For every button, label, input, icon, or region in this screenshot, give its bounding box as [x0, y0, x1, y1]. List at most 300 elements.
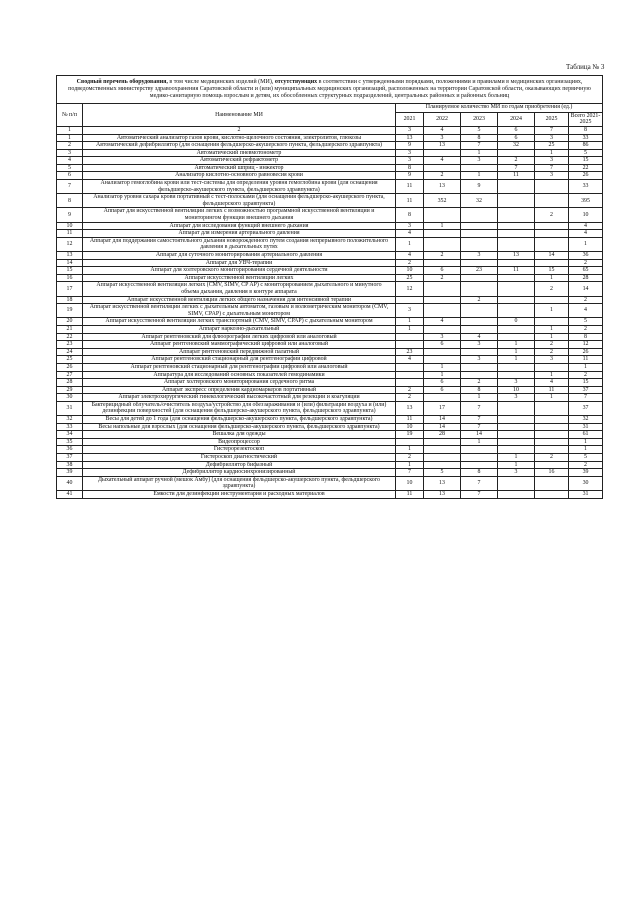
column-number: 4 [424, 126, 461, 134]
item-name: Аппарат для исследования функций внешнего дыхания [83, 222, 396, 230]
year-quantity [498, 363, 535, 371]
year-quantity: 7 [461, 401, 498, 415]
total-quantity: 37 [569, 401, 603, 415]
year-quantity: 0 [498, 318, 535, 326]
year-quantity [535, 461, 569, 469]
year-quantity: 2 [535, 282, 569, 296]
row-number: 39 [57, 469, 83, 477]
item-name: Аппарат искусственной вентиляции легких [83, 274, 396, 282]
table-row [57, 274, 603, 282]
total-quantity: 65 [569, 267, 603, 275]
header-planned: Планируемое количество МИ по годам приобретения (ед.) [396, 103, 603, 112]
row-number: 31 [57, 401, 83, 415]
year-quantity [424, 237, 461, 251]
item-name: Аппарат искусственной вентиляции легких общего назначения для интенсивной терапии [83, 296, 396, 304]
item-name: Аппарат рентгеновский передвижной палатный [83, 348, 396, 356]
table-row [57, 431, 603, 439]
year-quantity [461, 363, 498, 371]
table-row [57, 180, 603, 194]
year-quantity: 1 [396, 318, 424, 326]
year-quantity: 1 [461, 438, 498, 446]
table-row [57, 194, 603, 208]
header-year: 2021 [396, 112, 424, 126]
table-row [57, 208, 603, 222]
year-quantity: 1 [424, 222, 461, 230]
year-quantity [461, 318, 498, 326]
item-name: Аппарат для искусственной вентиляции легких с возможностью программной искусственной вентиляции и мониторингом функции внешнего дыхания [83, 208, 396, 222]
year-quantity: 6 [424, 341, 461, 349]
year-quantity [461, 304, 498, 318]
row-number: 35 [57, 438, 83, 446]
year-quantity: 10 [396, 267, 424, 275]
year-quantity [424, 259, 461, 267]
row-number: 30 [57, 394, 83, 402]
item-name: Гистероскоп диагностический [83, 454, 396, 462]
year-quantity: 8 [461, 134, 498, 142]
total-quantity: 4 [569, 230, 603, 238]
year-quantity [424, 296, 461, 304]
year-quantity: 7 [461, 142, 498, 150]
item-name: Аппарат для УВЧ-терапии [83, 259, 396, 267]
row-number: 33 [57, 423, 83, 431]
year-quantity: 13 [424, 491, 461, 499]
year-quantity: 2 [535, 348, 569, 356]
year-quantity: 1 [498, 356, 535, 364]
row-number: 26 [57, 363, 83, 371]
item-name: Аппарат искусственной вентиляции легких с дыхательным автоматом, газовым и волюметрическим монитором (CMV, SIMV, CPAP) с дыхательным монитором [83, 304, 396, 318]
year-quantity: 17 [424, 401, 461, 415]
table-row [57, 237, 603, 251]
table-row [57, 230, 603, 238]
item-name: Аппарат холтеровского мониторирования сердечного ритма [83, 379, 396, 387]
item-name: Гистерорезектоскоп [83, 446, 396, 454]
year-quantity: 1 [424, 371, 461, 379]
year-quantity: 11 [535, 386, 569, 394]
year-quantity [424, 304, 461, 318]
year-quantity [424, 438, 461, 446]
year-quantity: 1 [535, 333, 569, 341]
item-name: Аппарат рентгеновский маммографический цифровой или аналоговый [83, 341, 396, 349]
table-row [57, 469, 603, 477]
table-row [57, 318, 603, 326]
year-quantity [424, 164, 461, 172]
year-quantity: 7 [535, 164, 569, 172]
row-number: 13 [57, 252, 83, 260]
header-name: Наименование МИ [83, 103, 396, 126]
total-quantity: 10 [569, 208, 603, 222]
column-number: 6 [498, 126, 535, 134]
year-quantity: 14 [424, 416, 461, 424]
year-quantity: 12 [396, 282, 424, 296]
total-quantity: 15 [569, 379, 603, 387]
year-quantity [535, 431, 569, 439]
item-name: Вешалка для одежды [83, 431, 396, 439]
table-row [57, 461, 603, 469]
year-quantity: 1 [396, 446, 424, 454]
year-quantity: 8 [396, 208, 424, 222]
row-number: 38 [57, 461, 83, 469]
year-quantity: 11 [396, 180, 424, 194]
title-mid: в том числе медицинских изделий (МИ), [167, 79, 275, 85]
item-name: Бактерицидный облучатель/очиститель воздуха/устройство для обеззараживания и (или) фильтрации воздуха и (или) дезинфекции поверхностей (для оснащения фельдшерско-акушерского пункта, фельдшерского здравпункта) [83, 401, 396, 415]
year-quantity: 11 [396, 194, 424, 208]
table-row [57, 491, 603, 499]
row-number: 21 [57, 325, 83, 333]
year-quantity: 10 [396, 476, 424, 490]
item-name: Автоматический рефрактометр [83, 157, 396, 165]
year-quantity: 8 [461, 386, 498, 394]
row-number: 1 [57, 134, 83, 142]
year-quantity [498, 371, 535, 379]
item-name: Автоматический пневмотонометр [83, 149, 396, 157]
year-quantity [424, 325, 461, 333]
row-number: 15 [57, 267, 83, 275]
equipment-table-container [56, 75, 602, 499]
row-number: 9 [57, 208, 83, 222]
table-row [57, 423, 603, 431]
year-quantity: 1 [535, 274, 569, 282]
year-quantity [535, 476, 569, 490]
year-quantity: 2 [424, 252, 461, 260]
year-quantity [396, 363, 424, 371]
row-number: 22 [57, 333, 83, 341]
year-quantity: 6 [424, 379, 461, 387]
year-quantity [498, 282, 535, 296]
row-number: 29 [57, 386, 83, 394]
total-quantity: 36 [569, 252, 603, 260]
year-quantity: 2 [396, 454, 424, 462]
year-quantity [498, 438, 535, 446]
row-number: 6 [57, 172, 83, 180]
year-quantity: 13 [424, 476, 461, 490]
year-quantity: 1 [396, 461, 424, 469]
total-quantity: 61 [569, 431, 603, 439]
year-quantity: 4 [461, 333, 498, 341]
year-quantity: 11 [396, 416, 424, 424]
year-quantity: 28 [424, 431, 461, 439]
year-quantity: 2 [424, 274, 461, 282]
header-year: 2023 [461, 112, 498, 126]
table-row [57, 252, 603, 260]
item-name: Аппарат рентгеновский для флюорографии легких цифровой или аналоговый [83, 333, 396, 341]
row-number: 27 [57, 371, 83, 379]
year-quantity: 32 [498, 142, 535, 150]
table-row [57, 304, 603, 318]
row-number: 14 [57, 259, 83, 267]
year-quantity [498, 296, 535, 304]
year-quantity: 3 [498, 469, 535, 477]
year-quantity: 1 [535, 304, 569, 318]
year-quantity [535, 401, 569, 415]
year-quantity: 3 [396, 149, 424, 157]
year-quantity [461, 282, 498, 296]
year-quantity [424, 446, 461, 454]
total-quantity: 30 [569, 476, 603, 490]
item-name: Дефибриллятор кардиосинхронизированный [83, 469, 396, 477]
item-name: Аппарат электрохирургический гинекологический высокочастотный для резекции и коагуляции [83, 394, 396, 402]
total-quantity: 5 [569, 318, 603, 326]
year-quantity: 3 [396, 222, 424, 230]
year-quantity: 1 [498, 461, 535, 469]
year-quantity [424, 230, 461, 238]
year-quantity [535, 194, 569, 208]
year-quantity: 4 [535, 379, 569, 387]
year-quantity: 13 [424, 180, 461, 194]
year-quantity: 2 [396, 259, 424, 267]
year-quantity [461, 461, 498, 469]
table-number: Таблица № 3 [566, 63, 605, 71]
year-quantity: 1 [424, 363, 461, 371]
table-row [57, 149, 603, 157]
table-row [57, 379, 603, 387]
total-quantity: 26 [569, 172, 603, 180]
column-number: 1 [57, 126, 83, 134]
year-quantity: 2 [461, 296, 498, 304]
total-quantity: 8 [569, 333, 603, 341]
row-number: 8 [57, 194, 83, 208]
total-quantity: 4 [569, 304, 603, 318]
table-row [57, 282, 603, 296]
year-quantity [498, 274, 535, 282]
year-quantity [498, 325, 535, 333]
year-quantity [535, 180, 569, 194]
table-row [57, 348, 603, 356]
row-number: 10 [57, 222, 83, 230]
total-quantity: 5 [569, 454, 603, 462]
table-row [57, 476, 603, 490]
year-quantity: 1 [461, 394, 498, 402]
year-quantity: 2 [535, 208, 569, 222]
total-quantity: 7 [569, 394, 603, 402]
table-row [57, 438, 603, 446]
total-quantity: 2 [569, 259, 603, 267]
item-name: Автоматический дефибриллятор (для оснащения фельдшерско-акушерского пункта, фельдшерского здравпункта) [83, 142, 396, 150]
year-quantity [535, 416, 569, 424]
total-quantity: 31 [569, 491, 603, 499]
year-quantity: 25 [535, 142, 569, 150]
year-quantity: 6 [424, 386, 461, 394]
year-quantity [396, 379, 424, 387]
equipment-table [56, 75, 603, 499]
row-number: 5 [57, 164, 83, 172]
year-quantity [424, 348, 461, 356]
column-number: 5 [461, 126, 498, 134]
total-quantity: 33 [569, 180, 603, 194]
year-quantity [498, 304, 535, 318]
year-quantity [424, 208, 461, 222]
year-quantity: 11 [498, 172, 535, 180]
year-quantity: 3 [535, 356, 569, 364]
year-quantity: 3 [535, 157, 569, 165]
year-quantity [498, 259, 535, 267]
total-quantity: 5 [569, 149, 603, 157]
year-quantity: 3 [424, 134, 461, 142]
year-quantity: 11 [498, 267, 535, 275]
item-name: Аппарат искусственной вентиляции легких транспортный (CMV, SIMV, CPAP) с дыхательным монитором [83, 318, 396, 326]
year-quantity [535, 363, 569, 371]
year-quantity [424, 356, 461, 364]
total-quantity: 33 [569, 134, 603, 142]
item-name: Автоматический анализатор газов крови, кислотно-щелочного состояния, электролитов, глюкозы [83, 134, 396, 142]
year-quantity: 1 [535, 149, 569, 157]
total-quantity: 2 [569, 296, 603, 304]
table-row [57, 142, 603, 150]
year-quantity [424, 461, 461, 469]
item-name: Дефибриллятор бифазный [83, 461, 396, 469]
total-quantity: 2 [569, 325, 603, 333]
year-quantity: 3 [535, 134, 569, 142]
total-quantity: 14 [569, 282, 603, 296]
year-quantity: 7 [498, 164, 535, 172]
year-quantity: 1 [498, 341, 535, 349]
year-quantity [461, 230, 498, 238]
year-quantity [498, 222, 535, 230]
year-quantity [498, 208, 535, 222]
year-quantity: 1 [396, 325, 424, 333]
year-quantity: 10 [498, 386, 535, 394]
row-number: 41 [57, 491, 83, 499]
year-quantity: 4 [396, 230, 424, 238]
year-quantity: 16 [535, 469, 569, 477]
table-row [57, 164, 603, 172]
year-quantity: 2 [535, 454, 569, 462]
year-quantity [461, 259, 498, 267]
total-quantity: 2 [569, 371, 603, 379]
year-quantity: 7 [461, 423, 498, 431]
table-row [57, 356, 603, 364]
year-quantity: 9 [461, 180, 498, 194]
year-quantity: 14 [535, 252, 569, 260]
year-quantity: 13 [396, 401, 424, 415]
year-quantity [498, 423, 535, 431]
year-quantity: 1 [535, 325, 569, 333]
year-quantity: 9 [396, 142, 424, 150]
item-name: Емкости для дезинфекции инструментария и расходных материалов [83, 491, 396, 499]
year-quantity [498, 333, 535, 341]
table-row [57, 325, 603, 333]
title-bold2: отсутствующих [274, 79, 318, 85]
row-number: 32 [57, 416, 83, 424]
table-row [57, 416, 603, 424]
table-row [57, 333, 603, 341]
year-quantity: 13 [424, 142, 461, 150]
row-number: 23 [57, 341, 83, 349]
year-quantity: 2 [396, 386, 424, 394]
table-row [57, 454, 603, 462]
year-quantity: 3 [424, 333, 461, 341]
item-name: Аппаратура для исследований основных показателей гемодинамики [83, 371, 396, 379]
year-quantity: 3 [498, 379, 535, 387]
year-quantity: 3 [461, 356, 498, 364]
year-quantity: 19 [396, 431, 424, 439]
year-quantity [424, 149, 461, 157]
year-quantity [498, 230, 535, 238]
year-quantity [498, 237, 535, 251]
row-number: 11 [57, 230, 83, 238]
item-name: Аппарат рентгеновский стационарный для рентгенографии цифровой или аналоговый [83, 363, 396, 371]
year-quantity [498, 491, 535, 499]
table-row [57, 394, 603, 402]
year-quantity: 1 [535, 371, 569, 379]
year-quantity: 6 [498, 134, 535, 142]
total-quantity: 4 [569, 222, 603, 230]
row-number: 4 [57, 157, 83, 165]
year-quantity [461, 164, 498, 172]
year-quantity: 4 [396, 356, 424, 364]
year-quantity: 4 [396, 252, 424, 260]
total-quantity: 86 [569, 142, 603, 150]
year-quantity: 7 [461, 491, 498, 499]
total-quantity: 26 [569, 348, 603, 356]
item-name: Аппарат для суточного мониторирования артериального давления [83, 252, 396, 260]
year-quantity: 2 [535, 341, 569, 349]
item-name: Аппарат для холтеровского мониторирования сердечной деятельности [83, 267, 396, 275]
total-quantity: 37 [569, 386, 603, 394]
year-quantity: 7 [461, 476, 498, 490]
year-quantity [461, 237, 498, 251]
column-number: 2 [83, 126, 396, 134]
year-quantity [535, 230, 569, 238]
year-quantity [396, 438, 424, 446]
year-quantity [535, 446, 569, 454]
table-row [57, 363, 603, 371]
year-quantity [396, 296, 424, 304]
table-row [57, 222, 603, 230]
row-number: 24 [57, 348, 83, 356]
year-quantity: 1 [396, 237, 424, 251]
total-quantity: 395 [569, 194, 603, 208]
year-quantity [396, 333, 424, 341]
year-quantity [396, 341, 424, 349]
table-row [57, 446, 603, 454]
row-number: 7 [57, 180, 83, 194]
year-quantity [535, 423, 569, 431]
row-number: 2 [57, 142, 83, 150]
year-quantity [498, 194, 535, 208]
row-number: 19 [57, 304, 83, 318]
year-quantity [498, 401, 535, 415]
header-year: 2022 [424, 112, 461, 126]
row-number: 34 [57, 431, 83, 439]
year-quantity: 2 [461, 379, 498, 387]
row-number: 40 [57, 476, 83, 490]
column-number: 8 [569, 126, 603, 134]
total-quantity: 12 [569, 341, 603, 349]
title-rest: в соответствии с утвержденными порядками, положениями и правилами в медицинских организациях, подведомственных министерству здравоохранения Саратовской области и (или) муниципальных медицинских организаций, расположенных на территории Саратовской области, оказывающих первичную медико-санитарную помощь взрослым и детям, их обособленных структурных подразделений, центральных районных и районных больниц [68, 79, 591, 99]
row-number: 20 [57, 318, 83, 326]
year-quantity [396, 371, 424, 379]
year-quantity: 15 [535, 267, 569, 275]
row-number: 3 [57, 149, 83, 157]
year-quantity: 3 [396, 304, 424, 318]
table-row [57, 401, 603, 415]
item-name: Аппарат экспресс определения кардиомаркеров портативный [83, 386, 396, 394]
header-year: 2024 [498, 112, 535, 126]
year-quantity [424, 454, 461, 462]
table-row [57, 172, 603, 180]
year-quantity: 5 [424, 469, 461, 477]
total-quantity: 1 [569, 363, 603, 371]
item-name: Аппарат наркозно-дыхательный [83, 325, 396, 333]
header-total: Всего 2021-2025 [569, 112, 603, 126]
total-quantity: 28 [569, 274, 603, 282]
year-quantity: 14 [461, 431, 498, 439]
header-num: № п/п [57, 103, 83, 126]
title-bold: Сводный перечень оборудования, [76, 79, 168, 85]
year-quantity: 1 [498, 454, 535, 462]
item-name: Аппарат для измерения артериального давления [83, 230, 396, 238]
year-quantity [498, 180, 535, 194]
